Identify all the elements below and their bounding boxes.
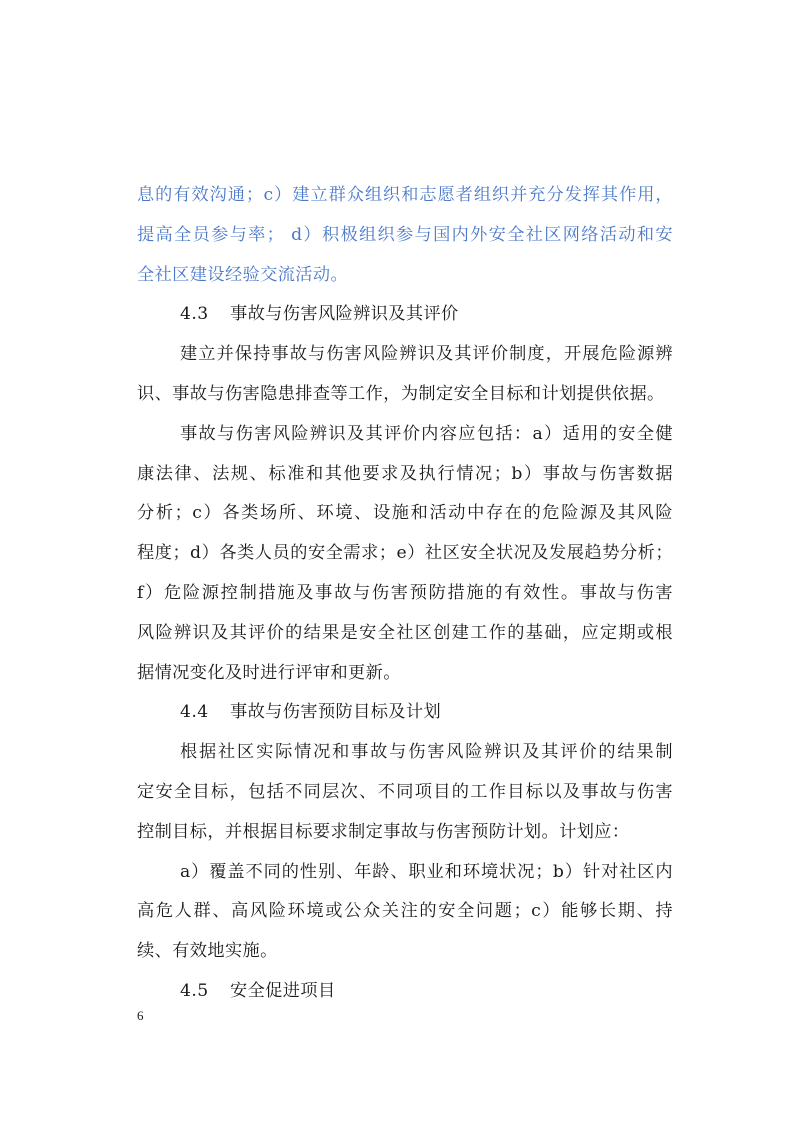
section-number: 4.3 (180, 304, 209, 325)
paragraph-line: 识、事故与伤害隐患排查等工作，为制定安全目标和计划提供依据。 (137, 383, 665, 404)
section-heading-4-5 (137, 972, 673, 1012)
section-title: 安全促进项目 (230, 980, 336, 1001)
paragraph-line: 高危人群、高风险环境或公众关注的安全问题；c）能够长期、持 (137, 901, 673, 922)
paragraph-line: 程度；d）各类人员的安全需求；e）社区安全状况及发展趋势分析； (137, 543, 673, 564)
intro-line: 提高全员参与率； d）积极组织参与国内外安全社区网络活动和安 (137, 224, 673, 245)
body-text (137, 176, 673, 1012)
paragraph-line: 事故与伤害风险辨识及其评价内容应包括：a）适用的安全健 (180, 423, 673, 444)
section-number: 4.4 (180, 702, 209, 723)
page-number: 6 (137, 1008, 144, 1023)
paragraph-line: 据情况变化及时进行评审和更新。 (137, 662, 401, 683)
paragraph-line: 定安全目标，包括不同层次、不同项目的工作目标以及事故与伤害 (137, 781, 673, 802)
paragraph-line: a）覆盖不同的性别、年龄、职业和环境状况；b）针对社区内 (180, 861, 673, 882)
section-heading-4-4 (137, 693, 673, 733)
paragraph-line: 续、有效地实施。 (137, 941, 278, 962)
section-title: 事故与伤害风险辨识及其评价 (230, 304, 459, 325)
paragraph-line: f）危险源控制措施及事故与伤害预防措施的有效性。事故与伤害 (137, 582, 673, 603)
paragraph-line: 风险辨识及其评价的结果是安全社区创建工作的基础，应定期或根 (137, 622, 673, 643)
intro-line: 息的有效沟通；c）建立群众组织和志愿者组织并充分发挥其作用， (137, 185, 673, 205)
section-title: 事故与伤害预防目标及计划 (230, 702, 442, 723)
paragraph-line: 康法律、法规、标准和其他要求及执行情况；b）事故与伤害数据 (137, 463, 673, 484)
intro-line: 全社区建设经验交流活动。 (137, 264, 349, 285)
section-number: 4.5 (180, 980, 209, 1001)
paragraph-line: 建立并保持事故与伤害风险辨识及其评价制度，开展危险源辨 (180, 344, 673, 365)
paragraph-line: 控制目标，并根据目标要求制定事故与伤害预防计划。计划应： (137, 821, 630, 842)
section-heading-4-3 (137, 295, 673, 335)
paragraph-line: 分析；c）各类场所、环境、设施和活动中存在的危险源及其风险 (137, 503, 673, 524)
paragraph-line: 根据社区实际情况和事故与伤害风险辨识及其评价的结果制 (180, 742, 673, 763)
